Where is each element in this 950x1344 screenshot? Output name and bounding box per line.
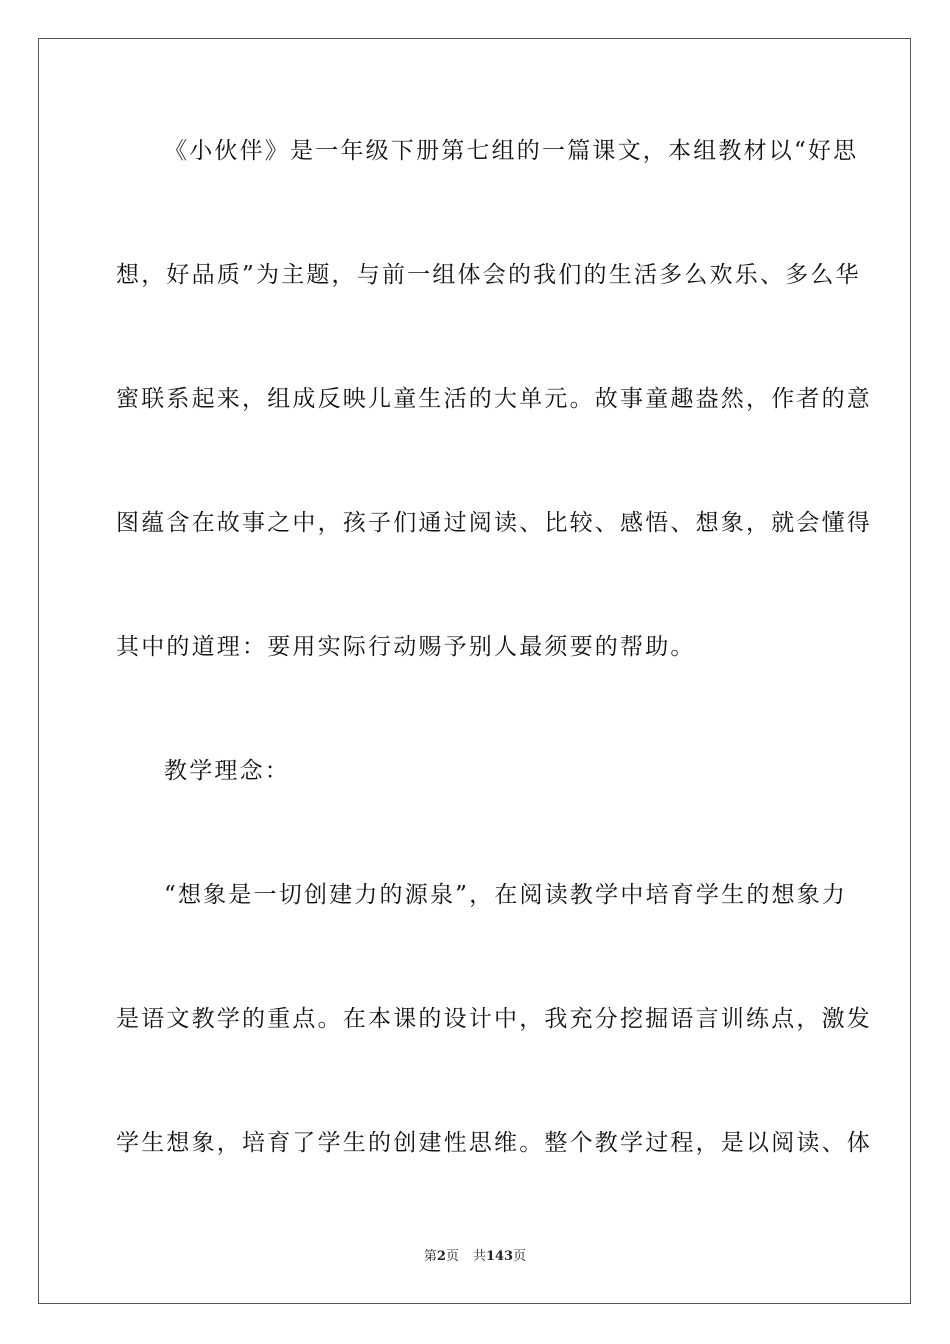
- total-suffix: 页: [513, 1249, 527, 1264]
- page-border: [38, 38, 911, 1304]
- page-suffix: 页: [445, 1249, 459, 1264]
- paragraph-1-line-3: 蜜联系起来，组成反映儿童生活的大单元。故事童趣盎然，作者的意: [116, 386, 872, 412]
- page-number: 2: [436, 1249, 446, 1264]
- section-heading: 教学理念：: [164, 758, 290, 784]
- page-prefix: 第: [423, 1249, 437, 1264]
- page-footer: [0, 1248, 950, 1266]
- paragraph-1-line-1: 《小伙伴》是一年级下册第七组的一篇课文，本组教材以“好思: [164, 138, 859, 164]
- paragraph-1-line-4: 图蕴含在故事之中，孩子们通过阅读、比较、感悟、想象，就会懂得: [116, 510, 872, 536]
- paragraph-3-line-1: “想象是一切创建力的源泉”，在阅读教学中培育学生的想象力: [164, 882, 848, 908]
- paragraph-1-line-2: 想，好品质”为主题，与前一组体会的我们的生活多么欢乐、多么华: [116, 262, 861, 288]
- paragraph-1-line-5: 其中的道理：要用实际行动赐予别人最须要的帮助。: [116, 634, 696, 660]
- paragraph-3-line-3: 学生想象，培育了学生的创建性思维。整个教学过程，是以阅读、体: [116, 1130, 872, 1156]
- paragraph-3-line-2: 是语文教学的重点。在本课的设计中，我充分挖掘语言训练点，激发: [116, 1006, 872, 1032]
- total-prefix: 共: [472, 1249, 486, 1264]
- total-pages: 143: [485, 1249, 514, 1264]
